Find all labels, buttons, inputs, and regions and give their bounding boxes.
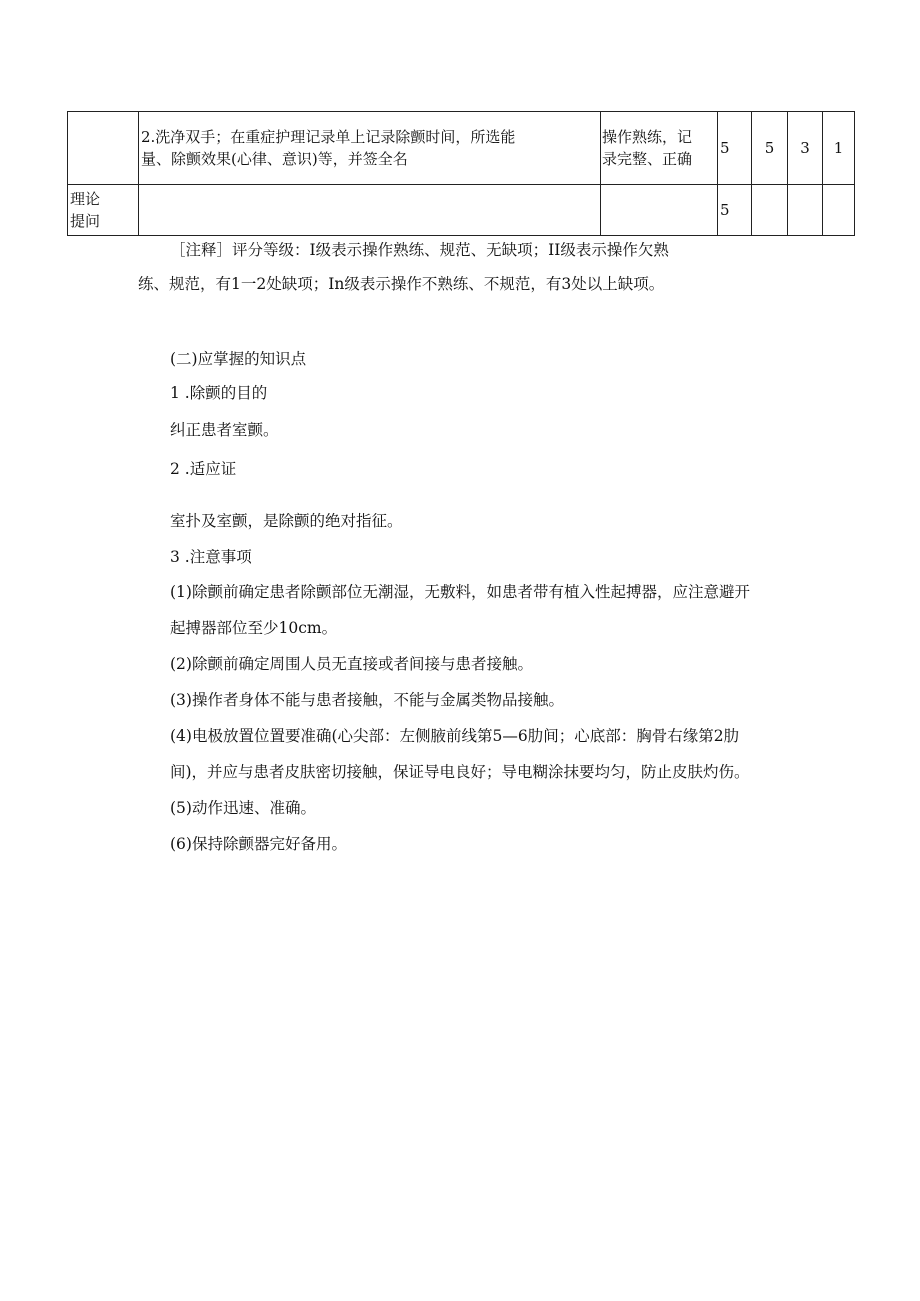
grade-3-cell bbox=[823, 185, 855, 236]
subheading-precautions: 3 .注意事项 bbox=[170, 548, 252, 566]
precaution-line: 间)，并应与患者皮肤密切接触，保证导电良好；导电糊涂抹要均匀，防止皮肤灼伤。 bbox=[170, 763, 750, 781]
precaution-line: (1)除颤前确定患者除颤部位无潮湿，无敷料，如患者带有植入性起搏器，应注意避开 bbox=[170, 583, 750, 601]
grade-2-cell bbox=[788, 185, 823, 236]
grade-2-cell: 3 bbox=[788, 112, 823, 185]
subheading-purpose: 1 .除颤的目的 bbox=[170, 384, 268, 402]
operation-cell bbox=[139, 185, 601, 236]
operation-line: 2.洗净双手；在重症护理记录单上记录除颤时间，所选能 bbox=[141, 128, 516, 146]
section-heading: (二)应掌握的知识点 bbox=[170, 350, 307, 368]
subheading-indications: 2 .适应证 bbox=[170, 460, 237, 478]
operation-cell bbox=[139, 112, 601, 185]
operation-line: 量、除颤效果(心律、意识)等，并签全名 bbox=[141, 150, 408, 168]
purpose-text: 纠正患者室颤。 bbox=[170, 421, 279, 439]
item-cell bbox=[68, 112, 139, 185]
precaution-line: (5)动作迅速、准确。 bbox=[170, 799, 316, 817]
precaution-line: (2)除颤前确定周围人员无直接或者间接与患者接触。 bbox=[170, 655, 533, 673]
precaution-line: (3)操作者身体不能与患者接触，不能与金属类物品接触。 bbox=[170, 691, 564, 709]
table-row bbox=[68, 112, 855, 185]
score-cell: 5 bbox=[718, 112, 752, 185]
item-line: 理论 bbox=[70, 190, 101, 208]
item-cell bbox=[68, 185, 139, 236]
precaution-line: (6)保持除颤器完好备用。 bbox=[170, 835, 347, 853]
item-line: 提问 bbox=[70, 212, 101, 230]
precaution-line: 起搏器部位至少10cm。 bbox=[170, 619, 338, 637]
standard-cell bbox=[601, 112, 718, 185]
standard-line: 操作熟练，记 bbox=[602, 128, 693, 146]
grade-3-cell: 1 bbox=[823, 112, 855, 185]
grading-note-line-1: ［注释］评分等级：I级表示操作熟练、规范、无缺项；II级表示操作欠熟 bbox=[170, 241, 669, 259]
grade-1-cell: 5 bbox=[752, 112, 788, 185]
table-row bbox=[68, 185, 855, 236]
standard-cell bbox=[601, 185, 718, 236]
grading-note-line-2: 练、规范，有1一2处缺项；In级表示操作不熟练、不规范，有3处以上缺项。 bbox=[138, 275, 665, 293]
scoring-table bbox=[67, 111, 855, 236]
indications-text: 室扑及室颤，是除颤的绝对指征。 bbox=[170, 512, 403, 530]
precaution-line: (4)电极放置位置要准确(心尖部：左侧腋前线第5—6肋间；心底部：胸骨右缘第2肋 bbox=[170, 727, 740, 745]
standard-line: 录完整、正确 bbox=[602, 150, 693, 168]
score-cell: 5 bbox=[718, 185, 752, 236]
grade-1-cell bbox=[752, 185, 788, 236]
